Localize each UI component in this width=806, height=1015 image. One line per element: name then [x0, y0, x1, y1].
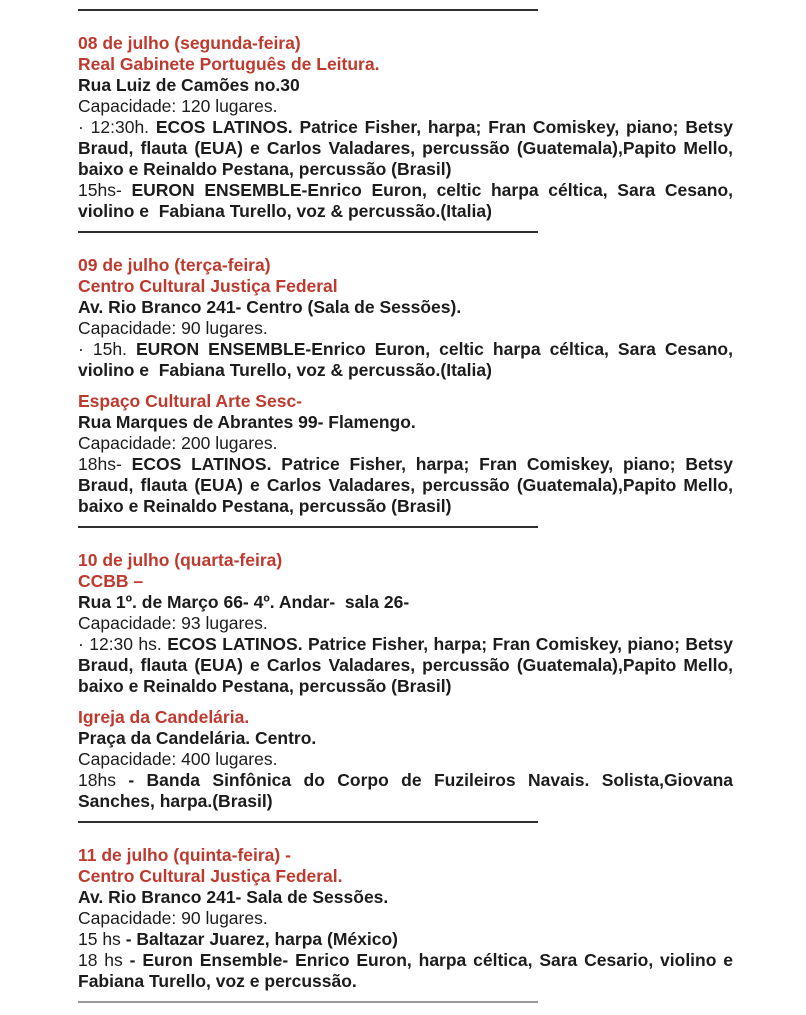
event-details: EURON ENSEMBLE-Enrico Euron, celtic harpa céltica, Sara Cesano, violino e Fabiana Turello, voz & percussão.(Italia) [78, 180, 738, 221]
event-line [78, 950, 738, 992]
venue-capacity: Capacidade: 400 lugares. [78, 749, 278, 769]
section-08-julho [78, 33, 738, 222]
event-details: EURON ENSEMBLE-Enrico Euron, celtic harpa céltica, Sara Cesano, violino e Fabiana Turello, voz & percussão.(Italia) [78, 339, 738, 380]
venue-name: Espaço Cultural Arte Sesc- [78, 391, 303, 411]
event-time: 18hs [78, 770, 129, 790]
event-details: - Banda Sinfônica do Corpo de Fuzileiros Navais. Solista,Giovana Sanches, harpa.(Brasil) [78, 770, 738, 811]
event-details: ECOS LATINOS. Patrice Fisher, harpa; Fran Comiskey, piano; Betsy Braud, flauta (EUA) e Carlos Valadares, percussão (Guatemala),Papito Mello, baixo e Reinaldo Pestana, percussão (Brasil) [78, 454, 738, 516]
date-heading: 09 de julho (terça-feira) [78, 255, 271, 275]
event-time: · 12:30 hs. [78, 634, 168, 654]
date-heading: 08 de julho (segunda-feira) [78, 33, 301, 53]
venue-block [78, 707, 738, 812]
event-line [78, 180, 738, 222]
venue-name: Centro Cultural Justiça Federal [78, 276, 338, 296]
venue-address: Rua 1º. de Março 66- 4º. Andar- sala 26- [78, 592, 410, 612]
event-time: 15hs- [78, 180, 132, 200]
venue-capacity: Capacidade: 90 lugares. [78, 318, 268, 338]
event-details: ECOS LATINOS. Patrice Fisher, harpa; Fran Comiskey, piano; Betsy Braud, flauta (EUA) e Carlos Valadares, percussão (Guatemala),Papito Mello, baixo e Reinaldo Pestana, percussão (Brasil) [78, 117, 738, 179]
venue-address: Av. Rio Branco 241- Centro (Sala de Sessões). [78, 297, 462, 317]
venue-capacity: Capacidade: 120 lugares. [78, 96, 278, 116]
venue-block [78, 33, 738, 222]
venue-block [78, 550, 738, 697]
venue-capacity: Capacidade: 90 lugares. [78, 908, 268, 928]
date-heading: 11 de julho (quinta-feira) - [78, 845, 291, 865]
venue-address: Praça da Candelária. Centro. [78, 728, 317, 748]
venue-block [78, 391, 738, 517]
venue-address: Rua Marques de Abrantes 99- Flamengo. [78, 412, 416, 432]
venue-name: CCBB – [78, 571, 144, 591]
venue-capacity: Capacidade: 93 lugares. [78, 613, 268, 633]
separator-rule [78, 9, 538, 11]
section-10-julho [78, 550, 738, 812]
separator-rule [78, 526, 538, 528]
section-09-julho [78, 255, 738, 517]
venue-block [78, 845, 738, 992]
venue-name: Real Gabinete Português de Leitura. [78, 54, 380, 74]
event-details: - Euron Ensemble- Enrico Euron, harpa céltica, Sara Cesario, violino e Fabiana Turello, voz e percussão. [78, 950, 738, 991]
venue-block [78, 255, 738, 381]
section-11-julho [78, 845, 738, 992]
event-time: 18 hs [78, 950, 130, 970]
venue-address: Av. Rio Branco 241- Sala de Sessões. [78, 887, 389, 907]
event-time: 15 hs [78, 929, 126, 949]
event-line [78, 454, 738, 517]
date-heading: 10 de julho (quarta-feira) [78, 550, 283, 570]
venue-name: Centro Cultural Justiça Federal. [78, 866, 343, 886]
event-time: 18hs- [78, 454, 132, 474]
event-line [78, 770, 738, 812]
separator-rule [78, 821, 538, 823]
separator-rule-bottom [78, 1001, 538, 1003]
venue-capacity: Capacidade: 200 lugares. [78, 433, 278, 453]
event-line [78, 117, 738, 180]
event-line [78, 634, 738, 697]
separator-rule [78, 231, 538, 233]
venue-address: Rua Luiz de Camões no.30 [78, 75, 300, 95]
event-details: ECOS LATINOS. Patrice Fisher, harpa; Fran Comiskey, piano; Betsy Braud, flauta (EUA) e Carlos Valadares, percussão (Guatemala),Papito Mello, baixo e Reinaldo Pestana, percussão (Brasil) [78, 634, 738, 696]
event-line [78, 339, 738, 381]
event-time: · 15h. [78, 339, 136, 359]
event-details: - Baltazar Juarez, harpa (México) [125, 929, 398, 949]
event-time: · 12:30h. [78, 117, 156, 137]
event-line [78, 929, 733, 950]
venue-name: Igreja da Candelária. [78, 707, 250, 727]
